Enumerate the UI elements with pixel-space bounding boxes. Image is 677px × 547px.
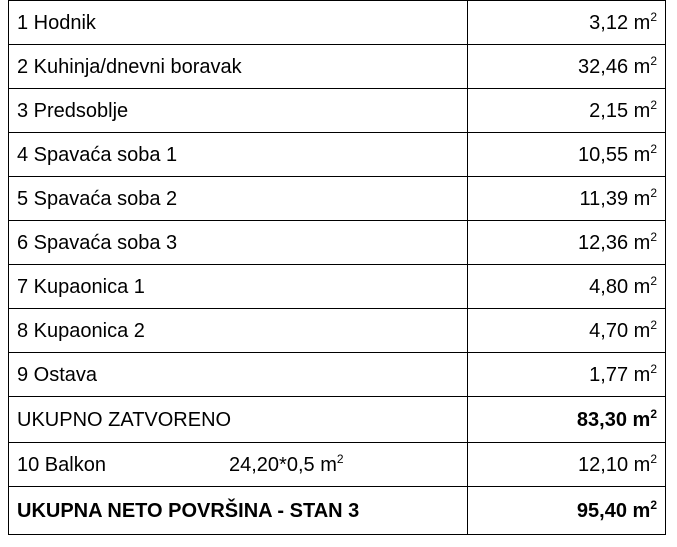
table-row	[9, 177, 666, 221]
table-row	[9, 221, 666, 265]
room-name: 7 Kupaonica 1	[9, 265, 468, 309]
table-row	[9, 265, 666, 309]
total-closed-label: UKUPNO ZATVORENO	[9, 397, 468, 443]
total-closed-area: 83,30 $m^2$	[468, 397, 666, 443]
room-area: 2,15 $m^2$	[468, 89, 666, 133]
room-name: 1 Hodnik	[9, 1, 468, 45]
grand-total-row	[9, 487, 666, 535]
room-area: 32,46 $m^2$	[468, 45, 666, 89]
room-name: 3 Predsoblje	[9, 89, 468, 133]
table-row	[9, 309, 666, 353]
table-row	[9, 45, 666, 89]
total-closed-row	[9, 397, 666, 443]
table-row	[9, 133, 666, 177]
room-area: 1,77 $m^2$	[468, 353, 666, 397]
room-area: 12,36 $m^2$	[468, 221, 666, 265]
room-name: 8 Kupaonica 2	[9, 309, 468, 353]
room-name: 6 Spavaća soba 3	[9, 221, 468, 265]
balcony-row	[9, 443, 666, 487]
room-area: 11,39 $m^2$	[468, 177, 666, 221]
balcony-cell	[9, 443, 468, 487]
room-area: 3,12 $m^2$	[468, 1, 666, 45]
grand-total-area: 95,40 $m^2$	[468, 487, 666, 535]
room-name: 9 Ostava	[9, 353, 468, 397]
room-area: 4,80 $m^2$	[468, 265, 666, 309]
area-table	[8, 0, 666, 535]
table-row	[9, 1, 666, 45]
room-name: 2 Kuhinja/dnevni boravak	[9, 45, 468, 89]
room-name: 5 Spavaća soba 2	[9, 177, 468, 221]
room-area: 10,55 $m^2$	[468, 133, 666, 177]
table-row	[9, 89, 666, 133]
grand-total-label: UKUPNA NETO POVRŠINA - STAN 3	[9, 487, 468, 535]
balcony-formula: 24,20*0,5 $m^2$	[229, 451, 344, 476]
table-row	[9, 353, 666, 397]
room-area: 4,70 $m^2$	[468, 309, 666, 353]
balcony-area: 12,10 $m^2$	[468, 443, 666, 487]
room-name: 4 Spavaća soba 1	[9, 133, 468, 177]
balcony-name: 10 Balkon	[17, 453, 106, 476]
